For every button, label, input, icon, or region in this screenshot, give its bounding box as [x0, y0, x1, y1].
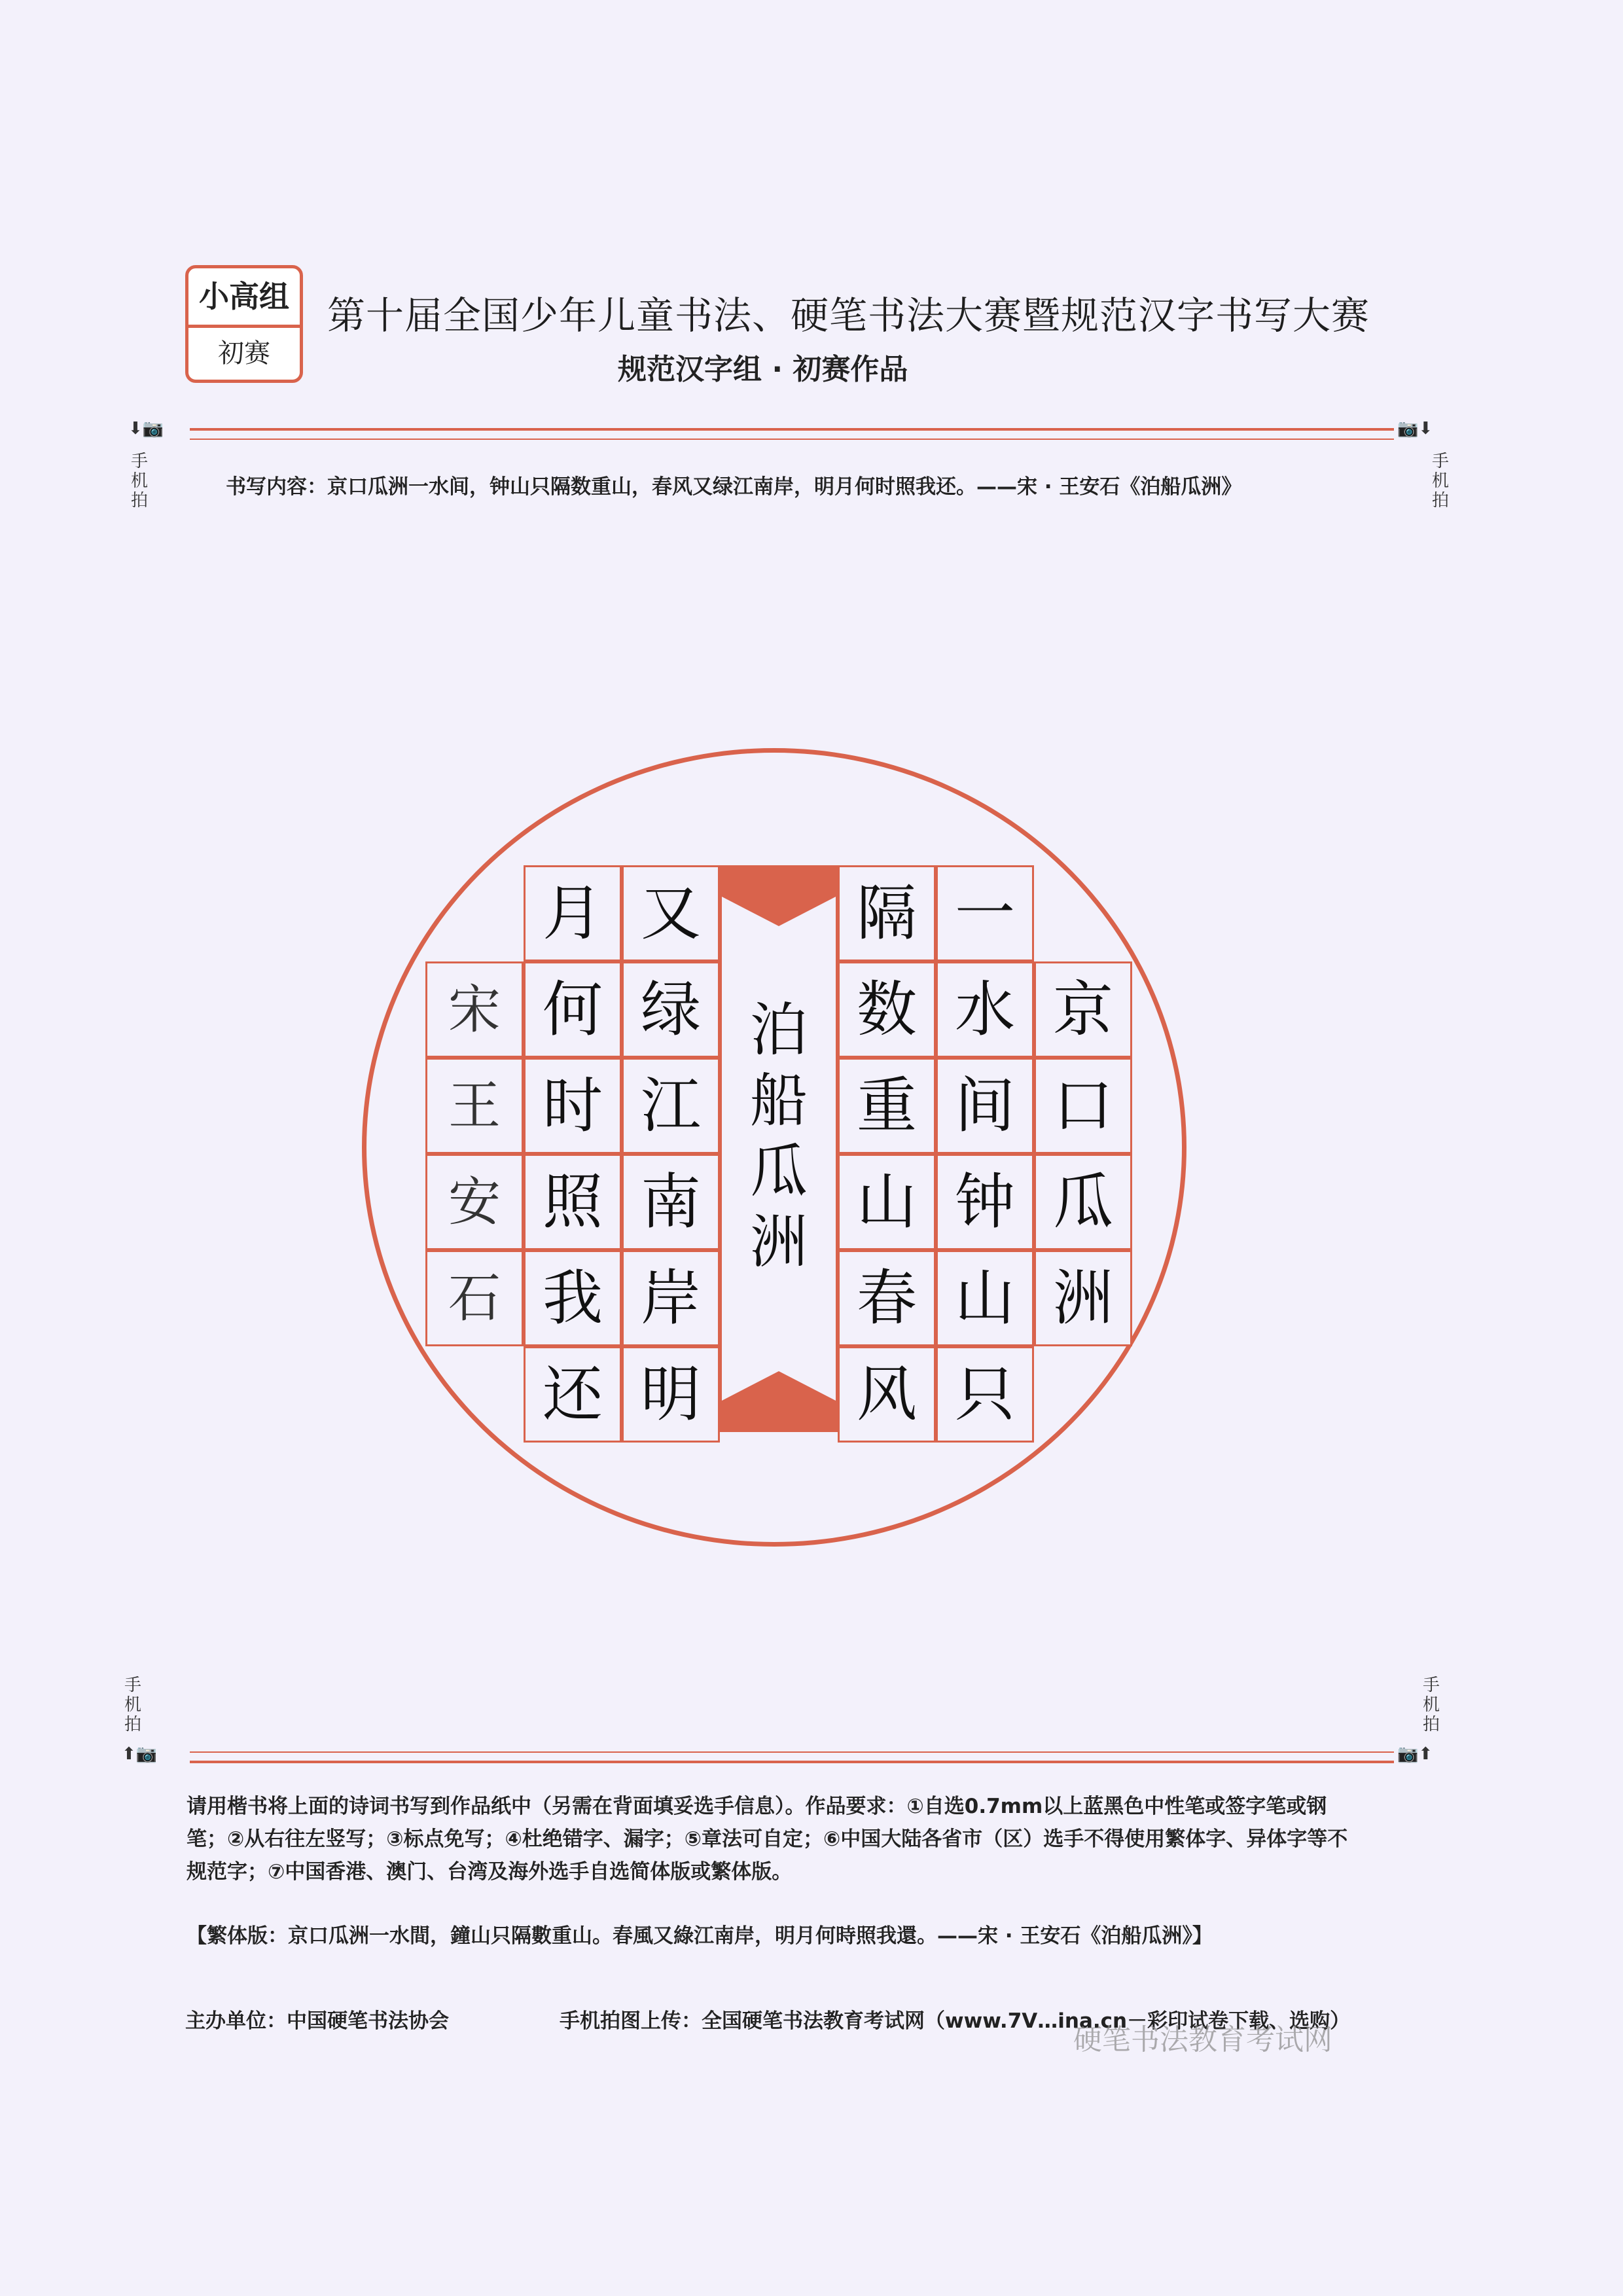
- upload-info: 手机拍图上传：全国硬笔书法教育考试网（www.7V…ina.cn－彩印试卷下载、选购）: [560, 2009, 1351, 2033]
- grid-cell: 安: [425, 1154, 524, 1250]
- strip-char: 洲: [749, 1208, 808, 1276]
- strip-char: 泊: [749, 996, 808, 1064]
- strip-char: 船: [749, 1067, 808, 1134]
- badge-group: 小高组: [188, 268, 300, 328]
- grid-cell: 水: [936, 961, 1034, 1058]
- page-title: 第十届全国少年儿童书法、硬笔书法大赛暨规范汉字书写大赛: [327, 293, 1370, 338]
- bottom-rule: [190, 1761, 1394, 1763]
- grid-cell: 隔: [838, 865, 936, 961]
- badge-stage: 初赛: [218, 338, 270, 368]
- grid-cell: 京: [1034, 961, 1132, 1058]
- grid-cell: 风: [838, 1346, 936, 1443]
- grid-cell: 宋: [425, 961, 524, 1058]
- camera-icon: 📷⬆: [1397, 1744, 1433, 1764]
- grid-cell: 山: [936, 1250, 1034, 1346]
- requirements-text: 请用楷书将上面的诗词书写到作品纸中（另需在背面填妥选手信息）。作品要求：①自选0.7mm以上蓝黑色中性笔或签字笔或钢笔；②从右往左竖写；③标点免写；④杜绝错字、漏字；⑤章法可自定；⑥中国大陆各省市（区）选手不得使用繁体字、异体字等不规范字；⑦中国香港、澳门、台湾及海外选手自选简体版或繁体版。: [187, 1795, 1348, 1884]
- grid-cell: 只: [936, 1346, 1034, 1443]
- grid-cell: 照: [524, 1154, 622, 1250]
- grid-cell: 一: [936, 865, 1034, 961]
- grid-cell: 王: [425, 1058, 524, 1154]
- camera-icon: 📷⬇: [1397, 419, 1433, 439]
- side-label-bottom-left: 手机拍: [124, 1676, 141, 1734]
- grid-cell: 钟: [936, 1154, 1034, 1250]
- grid-cell: 重: [838, 1058, 936, 1154]
- grid-cell: 我: [524, 1250, 622, 1346]
- top-rule-thin: [190, 439, 1394, 440]
- traditional-version: 【繁体版：京口瓜洲一水間，鐘山只隔數重山。春風又綠江南岸，明月何時照我還。——宋 · 王安石《泊船瓜洲》】: [187, 1924, 1213, 1948]
- side-label-bottom-right: 手机拍: [1422, 1676, 1440, 1734]
- camera-icon: ⬆📷: [122, 1744, 158, 1764]
- group-badge: [185, 265, 303, 383]
- grid-cell: 数: [838, 961, 936, 1058]
- watermark: 硬笔书法教育考试网: [1073, 2023, 1332, 2056]
- strip-title: [720, 995, 838, 1278]
- grid-cell: 石: [425, 1250, 524, 1346]
- side-label-top-left: 手机拍: [130, 452, 148, 511]
- grid-cell: 又: [622, 865, 720, 961]
- sponsor: 主办单位：中国硬笔书法协会: [185, 2009, 449, 2033]
- strip-char: 瓜: [749, 1138, 808, 1205]
- grid-cell: 何: [524, 961, 622, 1058]
- side-label-top-right: 手机拍: [1431, 452, 1449, 511]
- grid-cell: 月: [524, 865, 622, 961]
- page-subtitle: 规范汉字组 · 初赛作品: [618, 353, 908, 386]
- grid-cell: 明: [622, 1346, 720, 1443]
- grid-cell: 间: [936, 1058, 1034, 1154]
- grid-cell: 洲: [1034, 1250, 1132, 1346]
- bottom-rule-thin: [190, 1751, 1394, 1753]
- grid-cell: 南: [622, 1154, 720, 1250]
- grid-cell: 绿: [622, 961, 720, 1058]
- grid-cell: 江: [622, 1058, 720, 1154]
- grid-cell: 还: [524, 1346, 622, 1443]
- content-line: 书写内容：京口瓜洲一水间，钟山只隔数重山，春风又绿江南岸，明月何时照我还。——宋 · 王安石《泊船瓜洲》: [226, 475, 1242, 499]
- top-rule: [190, 428, 1394, 431]
- grid-cell: 瓜: [1034, 1154, 1132, 1250]
- grid-cell: 时: [524, 1058, 622, 1154]
- camera-icon: ⬇📷: [128, 419, 164, 439]
- grid-cell: 春: [838, 1250, 936, 1346]
- grid-cell: 岸: [622, 1250, 720, 1346]
- grid-cell: 山: [838, 1154, 936, 1250]
- grid-cell: 口: [1034, 1058, 1132, 1154]
